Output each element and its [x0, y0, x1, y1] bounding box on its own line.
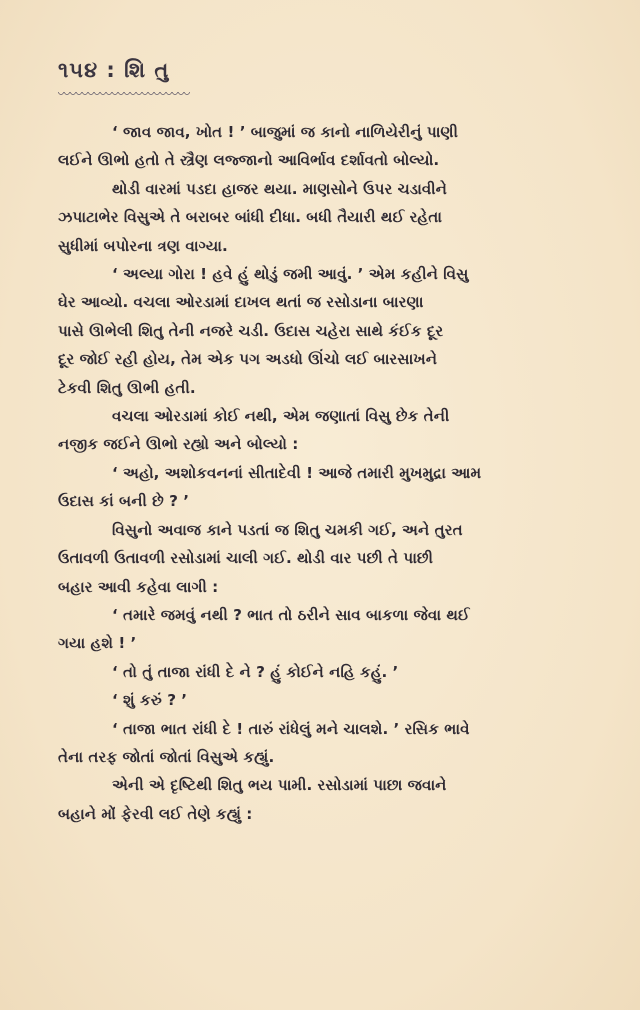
text-line: પાસે ઊભેલી શિતુ તેની નજરે ચડી. ઉદાસ ચહેરા સાથે કંઈક દૂર — [58, 321, 444, 340]
text-line: વચલા ઓરડામાં કોઈ નથી, એમ જણાતાં વિસુ છેક તેની — [112, 407, 450, 426]
page-header — [58, 58, 169, 83]
paragraph — [58, 686, 598, 714]
text-line: ‘ જાવ જાવ, ખોત ! ’ બાજુમાં જ કાનો નાળિયેરીનું પાણી — [112, 123, 459, 141]
text-line: ‘ તાજા ભાત રાંધી દે ! તારું રાંધેલું મને ચાલશે. ’ રસિક ભાવે — [112, 719, 470, 738]
text-line: ‘ તો તું તાજા રાંધી દે ને ? હું કોઈને નહિ કહું. ’ — [112, 662, 399, 681]
paragraph — [58, 715, 598, 772]
text-line: ગયા હશે ! ’ — [58, 634, 137, 653]
paragraph — [58, 658, 598, 686]
text-line: દૂર જોઈ રહી હોય, તેમ એક પગ અડધો ઊંચો લઈ બારસાખને — [58, 350, 438, 369]
paragraph — [58, 601, 598, 658]
paragraph — [58, 402, 598, 459]
text-line: બહાર આવી કહેવા લાગી : — [58, 577, 219, 596]
page-number: ૧૫૪ — [58, 58, 99, 82]
text-line: ઘેર આવ્યો. વચલા ઓરડામાં દાખલ થતાં જ રસોડાના બારણા — [58, 293, 424, 312]
text-line: તેના તરફ જોતાં જોતાં વિસુએ કહ્યું. — [58, 747, 275, 766]
text-line: નજીક જઈને ઊભો રહ્યો અને બોલ્યો : — [58, 435, 299, 454]
paragraph — [58, 175, 598, 260]
header-wavy-underline — [58, 92, 190, 98]
paragraph — [58, 516, 598, 601]
paragraph — [58, 771, 598, 828]
text-line: બહાને મોં ફેરવી લઈ તેણે કહ્યું : — [58, 804, 253, 823]
text-line: સુધીમાં બપોરના ત્રણ વાગ્યા. — [58, 236, 228, 255]
running-title: શિ તુ — [124, 58, 170, 82]
text-line: વિસુનો અવાજ કાને પડતાં જ શિતુ ચમકી ગઈ, અને તુરત — [112, 520, 463, 539]
paragraph — [58, 260, 598, 402]
paragraph — [58, 459, 598, 516]
text-line: થોડી વારમાં પડદા હાજર થયા. માણસોને ઉપર ચડાવીને — [112, 179, 447, 198]
header-separator: : — [106, 58, 116, 82]
text-line: ઉતાવળી ઉતાવળી રસોડામાં ચાલી ગઈ. થોડી વાર પછી તે પાછી — [58, 549, 433, 568]
text-line: ‘ શું કરું ? ’ — [112, 691, 188, 710]
text-line: ‘ તમારે જમવું નથી ? ભાત તો ઠરીને સાવ બાકળા જેવા થઈ — [112, 605, 470, 624]
text-line: એની એ દૃષ્ટિથી શિતુ ભય પામી. રસોડામાં પાછા જવાને — [112, 776, 447, 795]
text-line: ઝપાટાભેર વિસુએ તે બરાબર બાંધી દીધા. બધી તૈયારી થઈ રહેતા — [58, 208, 443, 227]
text-line: ‘ અલ્યા ગોરા ! હવે હું થોડું જમી આવું. ’ એમ કહીને વિસુ — [112, 265, 469, 284]
paragraph — [58, 118, 598, 175]
text-line: ઉદાસ કાં બની છે ? ’ — [58, 492, 190, 511]
body-text — [58, 118, 598, 828]
text-line: લઈને ઊભો હતો તે સ્ત્રૈણ લજ્જાનો આવિર્ભાવ દર્શાવતો બોલ્યો. — [58, 151, 440, 170]
text-line: ટેકવી શિતુ ઊભી હતી. — [58, 378, 196, 397]
text-line: ‘ અહો, અશોકવનનાં સીતાદેવી ! આજે તમારી મુખમુદ્રા આમ — [112, 463, 482, 482]
